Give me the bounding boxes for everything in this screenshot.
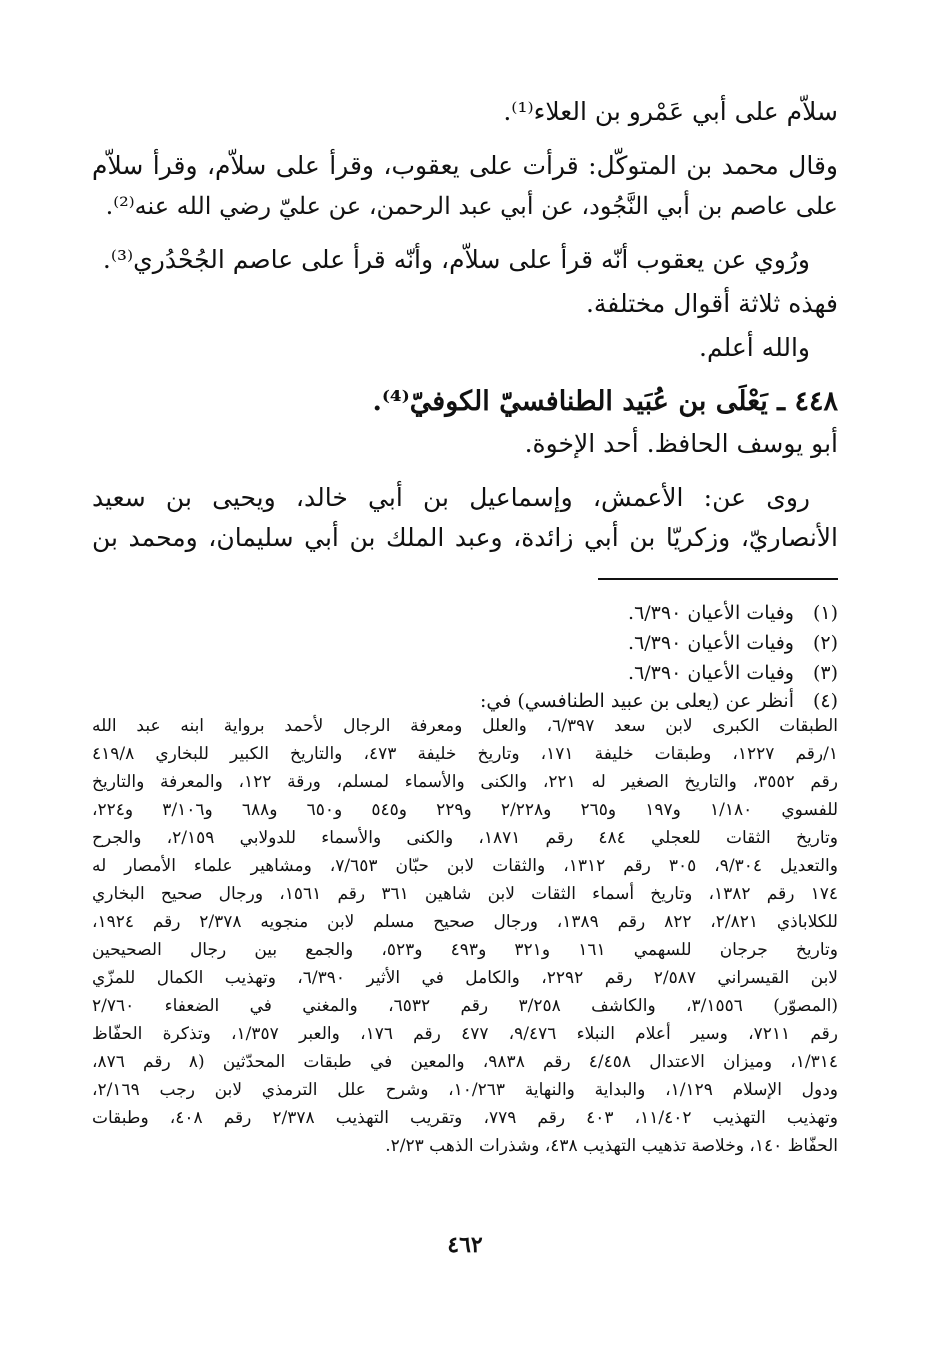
body-line-3: على عاصم بن أبي النَّجُود، عن أبي عبد الرحمن، عن عليّ رضي الله عنه⁽²⁾. <box>105 192 838 220</box>
footnote-1-text: وفيات الأعيان ٦/٣٩٠. <box>628 602 794 624</box>
footnote-2-text: وفيات الأعيان ٦/٣٩٠. <box>628 632 794 654</box>
entry-heading: ٤٤٨ ـ يَعْلَى بن عُبَيد الطنافسيّ الكوفيّ⁽⁴⁾. <box>372 386 838 417</box>
footnote-4-number: (٤) <box>812 690 838 712</box>
footnote-4-line-9: وتاريخ جرجان للسهمي ١٦١ و٣٢١ و٤٩٣ و٥٢٣، والجمع بين رجال الصحيحين <box>92 940 838 960</box>
entry-line-2: روى عن: الأعمش، وإسماعيل بن أبي خالد، ويحيى بن سعيد <box>92 483 810 512</box>
footnote-4-text: أنظر عن (يعلى بن عبيد الطنافسي) في: <box>480 690 794 712</box>
footnote-4-line-13: ١/٣١٤، وميزان الاعتدال ٤/٤٥٨ رقم ٩٨٣٨، والمعين في طبقات المحدّثين (٨ رقم ٨٧٦، <box>92 1052 838 1072</box>
body-line-6: والله أعلم. <box>699 333 810 362</box>
body-line-2: وقال محمد بن المتوكّل: قرأت على يعقوب، وقرأ على سلاّم، وقرأ سلاّم <box>92 151 838 180</box>
footnote-4-line-16: الحفّاظ ١٤٠، وخلاصة تذهيب التهذيب ٤٣٨، وشذرات الذهب ٢/٢٣. <box>385 1136 838 1156</box>
footnote-4-line-8: للكلاباذي ٢/٨٢١، ٨٢٢ رقم ١٣٨٩، ورجال صحيح مسلم لابن منجويه ٢/٣٧٨ رقم ١٩٢٤، <box>92 912 838 932</box>
footnote-4-line-14: ودول الإسلام ١/١٢٩، والبداية والنهاية ١٠/٢٦٣، وشرح علل الترمذي لابن رجب ٢/١٦٩، <box>92 1080 839 1100</box>
page-number: ٤٦٢ <box>447 1232 483 1258</box>
footnote-1-number: (١) <box>812 602 838 624</box>
body-line-1: سلاّم على أبي عَمْرو بن العلاء⁽¹⁾. <box>503 97 838 126</box>
footnote-4-line-10: لابن القيسراني ٢/٥٨٧ رقم ٢٢٩٢، والكامل في الأثير ٦/٣٩٠، وتهذيب الكمال للمزّي <box>92 968 839 988</box>
footnote-4-line-15: وتهذيب التهذيب ١١/٤٠٢، ٤٠٣ رقم ٧٧٩، وتقريب التهذيب ٢/٣٧٨ رقم ٤٠٨، وطبقات <box>92 1108 838 1128</box>
footnote-4-line-5: وتاريخ الثقات للعجلي ٤٨٤ رقم ١٨٧١، والكنى والأسماء للدولابي ٢/١٥٩، والجرح <box>92 828 839 848</box>
body-line-4: ورُوي عن يعقوب أنّه قرأ على سلاّم، وأنّه قرأ على عاصم الجُحْدُري⁽³⁾. <box>102 245 810 274</box>
footnote-4-line-7: ١٧٤ رقم ١٣٨٢، وتاريخ أسماء الثقات لابن شاهين ٣٦١ رقم ١٥٦١، ورجال صحيح البخاري <box>92 884 839 904</box>
footnote-4-line-11: (المصوّر) ٣/١٥٥٦، والكاشف ٣/٢٥٨ رقم ٦٥٣٢، والمغني في الضعفاء ٢/٧٦٠ <box>92 996 838 1016</box>
entry-line-1: أبو يوسف الحافظ. أحد الإخوة. <box>524 429 838 458</box>
footnote-3-text: وفيات الأعيان ٦/٣٩٠. <box>628 662 794 684</box>
footnote-4-line-12: رقم ٧٢١١، وسير أعلام النبلاء ٩/٤٧٦، ٤٧٧ رقم ١٧٦، والعبر ١/٣٥٧، وتذكرة الحفّاظ <box>92 1024 838 1044</box>
body-line-5: فهذه ثلاثة أقوال مختلفة. <box>585 289 838 318</box>
entry-line-3: الأنصاريّ، وزكريّا بن أبي زائدة، وعبد الملك بن أبي سليمان، ومحمد بن <box>92 523 838 552</box>
footnote-4-line-1: الطبقات الكبرى لابن سعد ٦/٣٩٧، والعلل ومعرفة الرجال لأحمد برواية ابنه عبد الله <box>92 716 838 736</box>
footnote-4-line-4: للفسوي ١/١٨٠ و١٩٧ و٢٦٥ و٢/٢٢٨ و٢٢٩ و٥٤٥ و٦٥٠ و٦٨٨ و٣/١٠٦ و٢٢٤، <box>92 800 839 820</box>
footnote-2-number: (٢) <box>812 632 838 654</box>
footnote-separator <box>598 578 838 580</box>
footnote-4-line-3: رقم ٣٥٥٢، والتاريخ الصغير له ٢٢١، والكنى والأسماء لمسلم، ورقة ١٢٢، والمعرفة والتاريخ <box>92 772 838 792</box>
footnote-4-line-6: والتعديل ٩/٣٠٤، ٣٠٥ رقم ١٣١٢، والثقات لابن حبّان ٧/٦٥٣، ومشاهير علماء الأمصار له <box>92 856 838 876</box>
footnote-4-line-2: ١/رقم ١٢٢٧، وطبقات خليفة ١٧١، وتاريخ خليفة ٤٧٣، والتاريخ الكبير للبخاري ٤١٩/٨ <box>92 744 839 764</box>
footnote-3-number: (٣) <box>812 662 838 684</box>
